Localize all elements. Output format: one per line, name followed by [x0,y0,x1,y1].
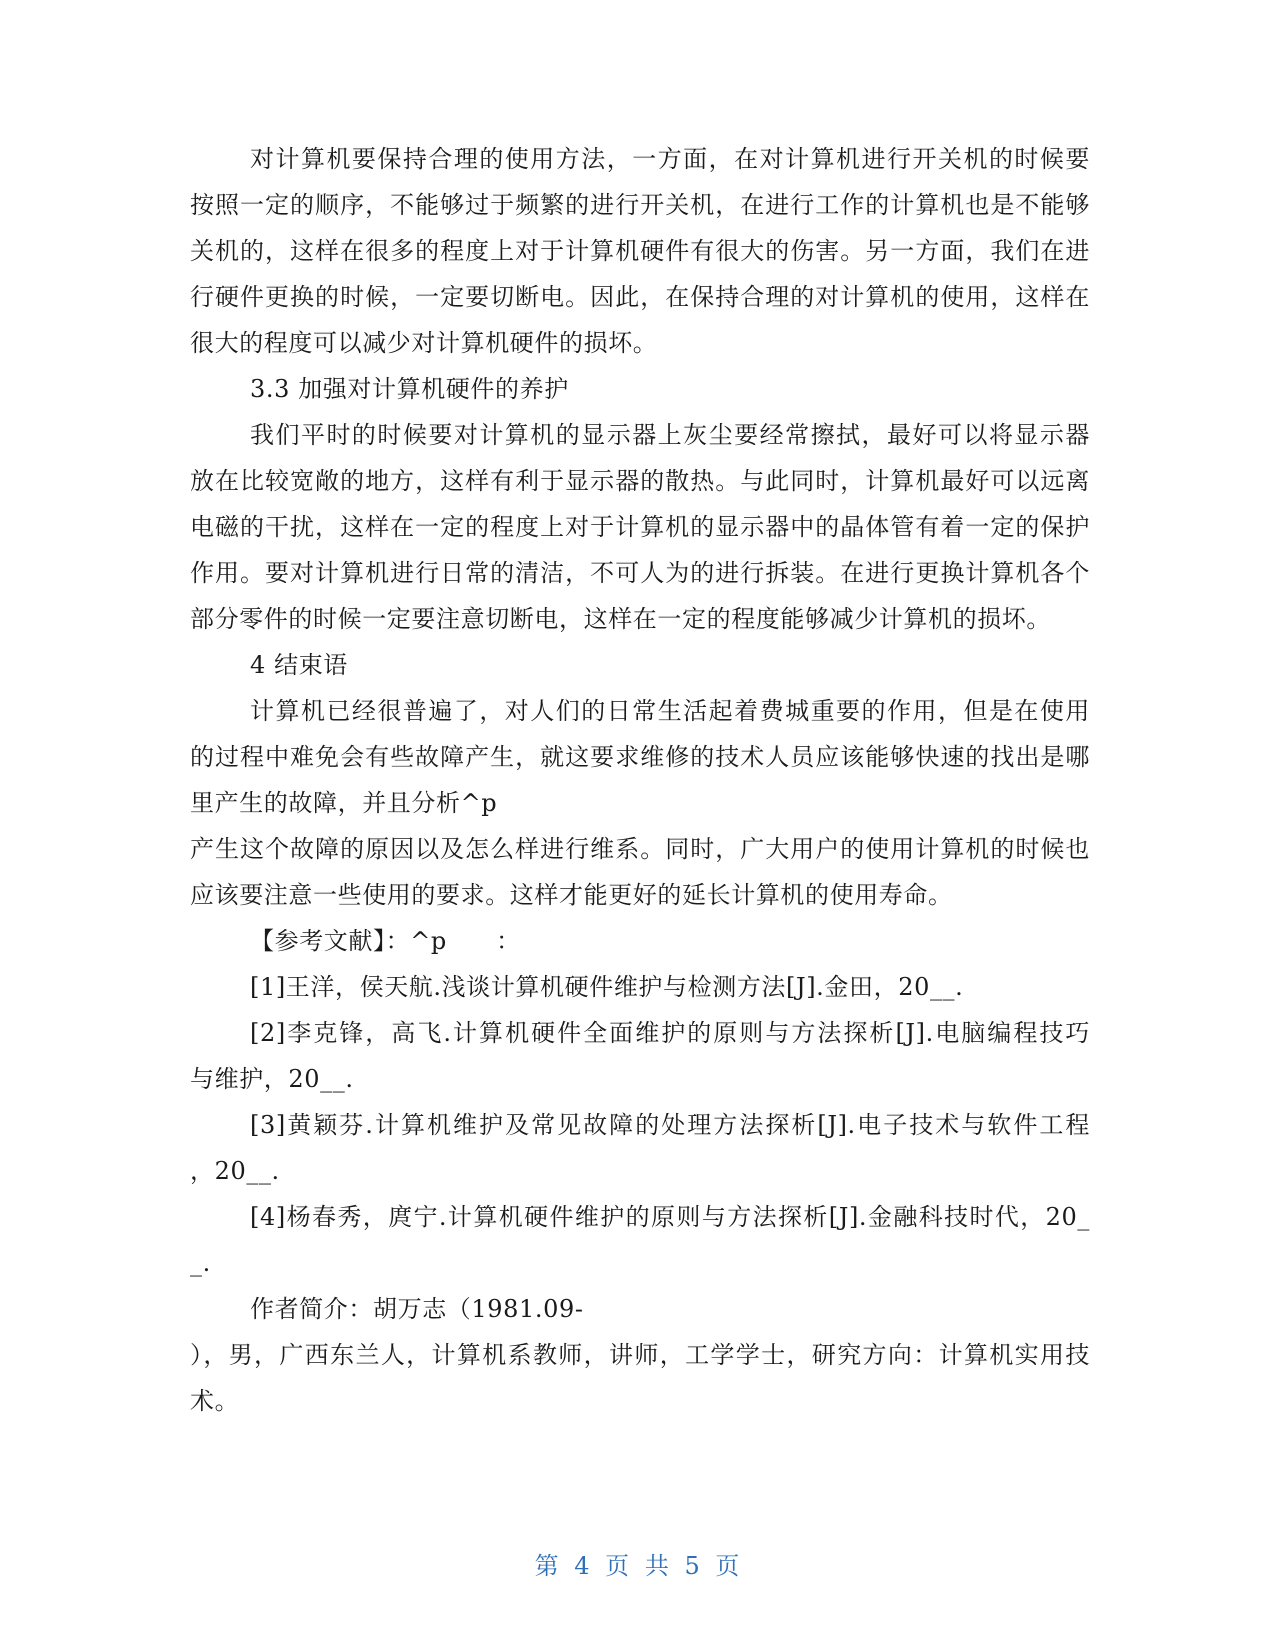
footer-total-number: 5 [684,1552,701,1580]
footer-total-label: 共 [644,1552,670,1580]
text-line: 应该要注意一些使用的要求。这样才能更好的延长计算机的使用寿命。 [190,881,953,909]
text-line: 计算机已经很普遍了，对人们的日常生活起着费城重要的作用，但是在使用 [250,697,1090,725]
reference-item-cont: 与维护，20__. [190,1065,354,1093]
references-heading: 【参考文献】：^p ： [250,927,521,955]
reference-item: [4]杨春秀，庹宁.计算机硬件维护的原则与方法探析[J].金融科技时代，20_ [250,1203,1090,1231]
text-line: 产生这个故障的原因以及怎么样进行维系。同时，广大用户的使用计算机的时候也 [190,835,1090,863]
text-line: 放在比较宽敞的地方，这样有利于显示器的散热。与此同时，计算机最好可以远离 [190,467,1090,495]
text-line: 里产生的故障，并且分析^p [190,789,498,817]
footer-page-unit: 页 [605,1552,631,1580]
text-line: 对计算机要保持合理的使用方法，一方面，在对计算机进行开关机的时候要 [250,145,1090,173]
page-footer [0,1546,1275,1581]
text-line: 关机的，这样在很多的程度上对于计算机硬件有很大的伤害。另一方面，我们在进 [190,237,1090,265]
author-bio: 作者简介：胡万志（1981.09- [250,1295,584,1323]
reference-item-cont: ，20__. [190,1157,280,1185]
reference-item: [1]王洋，侯天航.浅谈计算机硬件维护与检测方法[J].金田，20__. [250,973,964,1001]
text-line: 行硬件更换的时候，一定要切断电。因此，在保持合理的对计算机的使用，这样在 [190,283,1090,311]
reference-item: [2]李克锋，高飞.计算机硬件全面维护的原则与方法探析[J].电脑编程技巧 [250,1019,1090,1047]
footer-page-number: 4 [574,1552,591,1580]
section-heading: 3.3 加强对计算机硬件的养护 [250,375,569,403]
footer-total-unit: 页 [715,1552,741,1580]
reference-item-cont: _. [190,1249,211,1277]
reference-item: [3]黄颖芬.计算机维护及常见故障的处理方法探析[J].电子技术与软件工程 [250,1111,1090,1139]
text-line: 的过程中难免会有些故障产生，就这要求维修的技术人员应该能够快速的找出是哪 [190,743,1090,771]
footer-page-label: 第 [534,1552,560,1580]
text-line: 按照一定的顺序，不能够过于频繁的进行开关机，在进行工作的计算机也是不能够 [190,191,1090,219]
author-bio: 术。 [190,1387,240,1415]
text-line: 部分零件的时候一定要注意切断电，这样在一定的程度能够减少计算机的损坏。 [190,605,1051,633]
section-heading: 4 结束语 [250,651,348,679]
text-line: 作用。要对计算机进行日常的清洁，不可人为的进行拆装。在进行更换计算机各个 [190,559,1090,587]
text-line: 很大的程度可以减少对计算机硬件的损坏。 [190,329,658,357]
text-line: 我们平时的时候要对计算机的显示器上灰尘要经常擦拭，最好可以将显示器 [250,421,1090,449]
author-bio: ），男，广西东兰人，计算机系教师，讲师，工学学士，研究方向：计算机实用技 [190,1341,1090,1369]
text-line: 电磁的干扰，这样在一定的程度上对于计算机的显示器中的晶体管有着一定的保护 [190,513,1090,541]
